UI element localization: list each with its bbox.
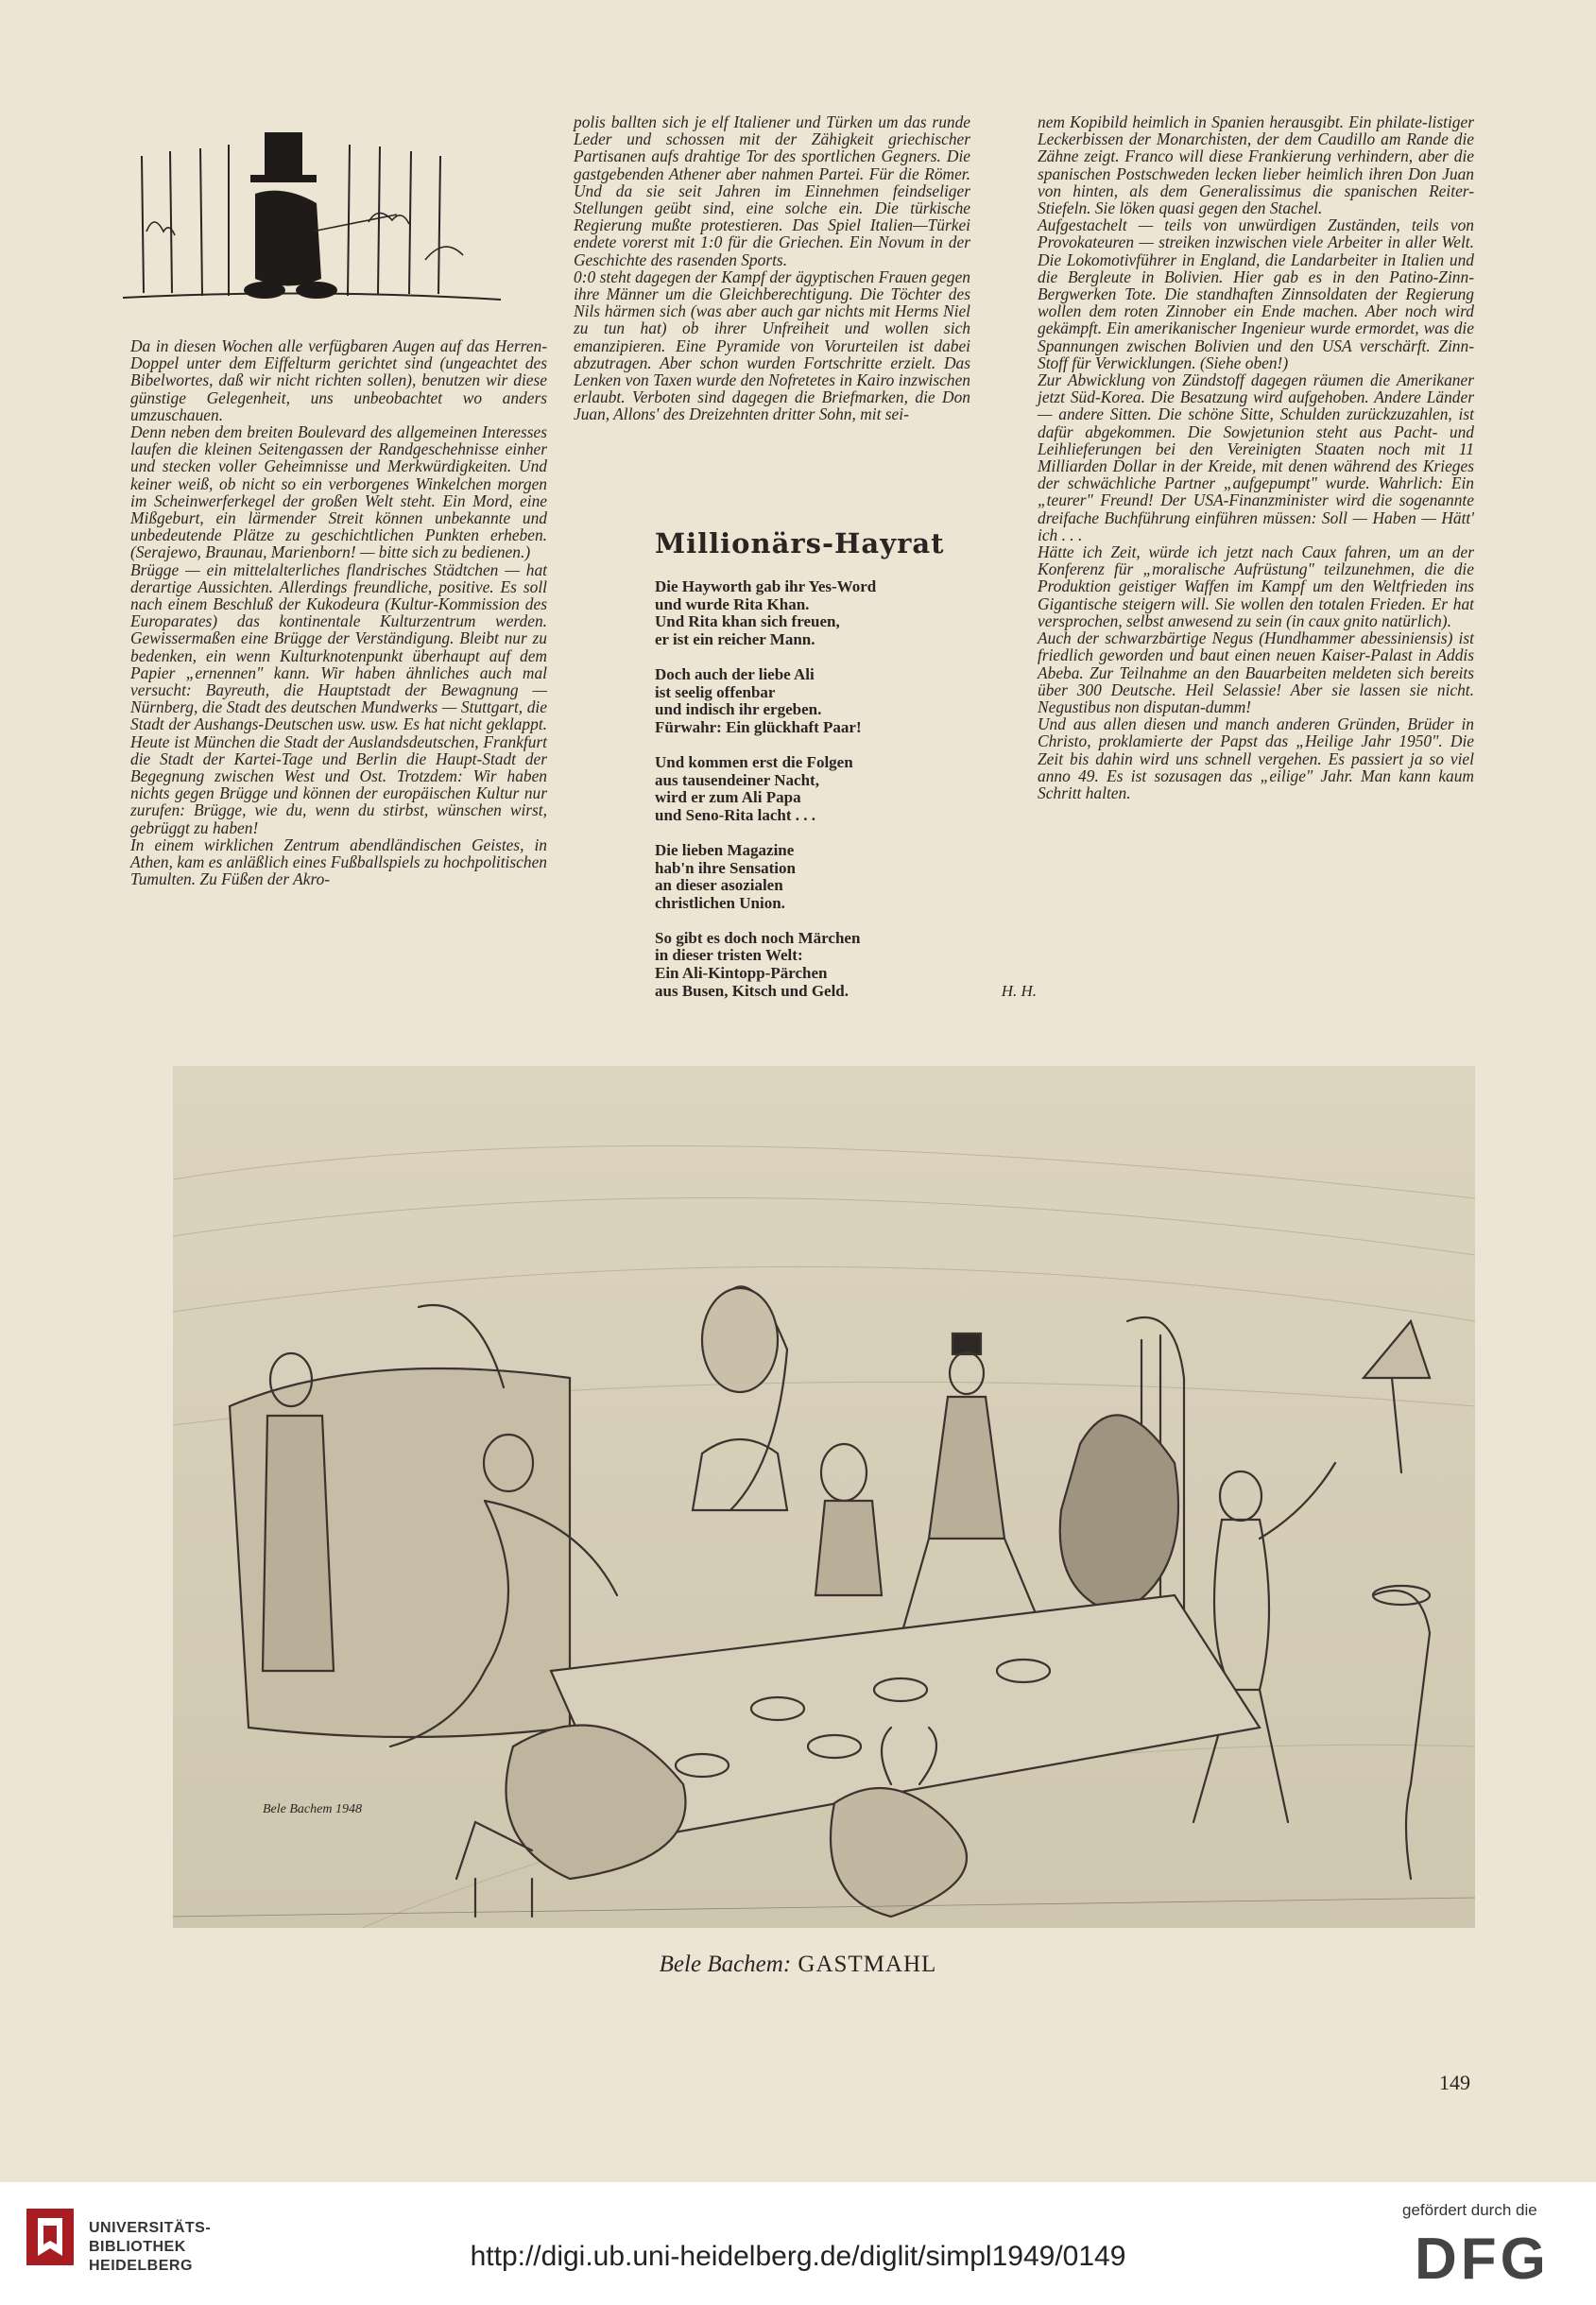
- funding-label: gefördert durch die: [1402, 2201, 1537, 2219]
- poem-line: in dieser tristen Welt:: [655, 946, 803, 965]
- poem-line: an dieser asozialen: [655, 876, 783, 895]
- column-middle: [574, 113, 970, 423]
- column-heading-drawing: [123, 128, 520, 317]
- poem-line: Die lieben Magazine: [655, 840, 795, 859]
- paragraph: In einem wirklichen Zentrum abendländischen Geistes, in Athen, kam es anläßlich eines Fußballspiels zu hochpolitischen Tumulten. Zu Füßen der Akro-: [130, 834, 547, 889]
- poem-line: Und kommen erst die Folgen: [655, 752, 853, 771]
- poem-stanza: [655, 666, 1004, 736]
- paragraph: nem Kopibild heimlich in Spanien herausgibt. Ein philate-listiger Leckerbissen der Monarchisten, der dem Caudillo am Rande die Zähne zeigt. Franco will diese Frankierung verhindern, aber die spanischen Postschweden lecken lieber heimlich ihren Don Juan von hinten, als dem Generalissimus die spanischen Reiter-Stiefeln. Sie löken quasi gegen den Stachel.: [1038, 112, 1474, 218]
- poem-line: hab'n ihre Sensation: [655, 858, 796, 877]
- caption-title: GASTMAHL: [798, 1952, 937, 1977]
- library-line: HEIDELBERG: [89, 2258, 193, 2274]
- poem-line: und Seno-Rita lacht . . .: [655, 805, 816, 824]
- page-number: 149: [1439, 2071, 1470, 2094]
- paragraph: Zur Abwicklung von Zündstoff dagegen räumen die Amerikaner jetzt Süd-Korea. Die Besatzung wird aufgehoben. Andere Länder — andere Sitten. Die schöne Sitte, Schulden zurückzuzahlen, ist dafür abgekommen. Die Sowjetunion steht aus Pacht- und Leihlieferungen bei den Vereinigten Staaten noch mit 11 Milliarden Dollar in der Kreide, mit denen während des Krieges der schwächliche Partner „aufgepumpt" wurde. Wahrlich: Ein „teurer" Freund! Der USA-Finanzminister wird die sogenannte dreifache Buchführung einführen müssen: Soll — Haben — Hätt' ich . . .: [1038, 370, 1474, 544]
- poem-line: aus Busen, Kitsch und Geld.: [655, 981, 849, 1000]
- paragraph: Auch der schwarzbärtige Negus (Hundhammer abessiniensis) ist friedlich geworden und baut einen neuen Kaiser-Palast in Addis Abeba. Zur Teilnahme an den Bauarbeiten meldeten sich bereits über 300 Deutsche. Heil Selassie! Aber sie lassen sie nicht. Negustibus non disputan-dumm!: [1038, 628, 1474, 716]
- library-line: BIBLIOTHEK: [89, 2239, 186, 2255]
- illustration-caption: [0, 1952, 1596, 1978]
- library-line: UNIVERSITÄTS-: [89, 2220, 212, 2236]
- paragraph: polis ballten sich je elf Italiener und Türken um das runde Leder und schossen mit der Zähigkeit griechischer Partisanen aufs drahtige Tor des sportlichen Gegners. Die gastgebenden Athener aber nahmen Partei. Für die Römer. Und da sie seit Jahren im Einnehmen feindseliger Stellungen geübt sind, eine solche ein. Die türkische Regierung mußte protestieren. Das Spiel Italien—Türkei endete vorerst mit 1:0 für die Griechen. Ein Novum in der Geschichte des rasenden Sports.: [574, 112, 970, 269]
- paragraph: Und aus allen diesen und manch anderen Gründen, Brüder in Christo, proklamierte der Papst das „Heilige Jahr 1950". Die Zeit bis dahin wird uns schnell vergehen. Es passiert ja so viel anno 49. Es ist sozusagen das „eilige" Jahr. Man kann kaum Schritt halten.: [1038, 714, 1474, 802]
- poem-line: Ein Ali-Kintopp-Pärchen: [655, 964, 828, 983]
- column-left: [130, 337, 547, 888]
- paragraph: 0:0 steht dagegen der Kampf der ägyptischen Frauen gegen ihre Männer um die Gleichberechtigung. Die Töchter des Nils härmen sich (was aber auch gar nichts mit Herms Niel zu tun hat) ob ihrer Unfreiheit und wollen sich emanzipieren. Eine Pyramide von Vorurteilen ist dabei abzutragen. Aber schon wurden Fortschritte erzielt. Das Lenken von Taxen wurde den Nofretetes in Kairo inzwischen erlaubt. Verboten sind dagegen die Briefmarken, die Don Juan, Allons' des Dreizehnten dritter Sohn, mit sei-: [574, 267, 970, 424]
- poem-line: Und Rita khan sich freuen,: [655, 612, 840, 631]
- illustration-signature: Bele Bachem 1948: [263, 1802, 362, 1816]
- poem-line: ist seelig offenbar: [655, 682, 776, 701]
- paragraph: Aufgestachelt — teils von unwürdigen Zuständen, teils von Provokateuren — streiken inzwischen viele Arbeiter in aller Welt. Die Lokomotivführer in England, die Landarbeiter in Italien und die Bergleute in Bolivien. Hier gab es in den Patino-Zinn-Bergwerken Tote. Die standhaften Zinnsoldaten der Regierung wollen dem roten Zinnober ein Ende machen. Aber noch wird gekämpft. Ein amerikanischer Ingenieur wurde ermordet, was die Spannungen zwischen Bolivien und den USA verschärft. Zinn-Stoff für Verwicklungen. (Siehe oben!): [1038, 215, 1474, 372]
- poem: [655, 577, 1037, 1000]
- dfg-logo-text: DFG: [1415, 2228, 1550, 2284]
- poem-line: Fürwahr: Ein glückhaft Paar!: [655, 717, 862, 736]
- poem-line: und indisch ihr ergeben.: [655, 700, 822, 719]
- paragraph: Denn neben dem breiten Boulevard des allgemeinen Interesses laufen die kleinen Seitengassen der Randgeschehnisse einher und stecken voller Geheimnisse und Merkwürdigkeiten. Und keiner weiß, ob nicht so ein verborgenes Winkelchen morgen im Scheinwerferkegel der großen Welt steht. Ein Mord, eine Mißgeburt, ein lärmender Streit können unbekannte und unbedeutende Plätze zu geschichtlichen Punkten erheben. (Serajewo, Braunau, Marienborn! — bitte sich zu bedienen.): [130, 422, 547, 562]
- column-right: [1038, 113, 1474, 801]
- poem-line: So gibt es doch noch Märchen: [655, 928, 861, 947]
- poem-stanza: [655, 842, 1004, 912]
- poem-line: und wurde Rita Khan.: [655, 594, 810, 613]
- poem-stanza: [655, 578, 1004, 648]
- caption-artist: Bele Bachem:: [659, 1952, 792, 1977]
- poem-title: Millionärs-Hayrat: [655, 527, 945, 559]
- paragraph: Brügge — ein mittelalterliches flandrisches Städtchen — hat derartige Aussichten. Allerdings freundliche, positive. Es soll nach einem Beschluß der Kukodeura (Kultur-Kommission des Europarates) das kontinentale Kulturzentrum werden. Gewissermaßen eine Brügge der Verständigung. Bleibt nur zu bedenken, ein wenn Kulturknotenpunkt überhaupt auf dem Papier „ernennen" kann. Wir haben ähnliches auch mal versucht: Bayreuth, die Hauptstadt der Bewagnung — Nürnberg, die Stadt des deutschen Mundwerks — Stuttgart, die Stadt der Aushangs-Deutschen usw. usw. Es hat nicht geklappt. Heute ist München die Stadt der Auslandsdeutschen, Frankfurt die Stadt der Kartei-Tage und Berlin die Haupt-Stadt der Begegnung zwischen West und Ost. Trotzdem: Wir haben nichts gegen Brügge und können der europäischen Kultur nur zurufen: Brügge, wie du, wenn du stirbst, wünschen wirst, gebrüggt zu haben!: [130, 559, 547, 837]
- poem-line: aus tausendeiner Nacht,: [655, 770, 819, 789]
- poem-line: wird er zum Ali Papa: [655, 788, 801, 807]
- illustration-gastmahl: [173, 1066, 1475, 1928]
- poem-line: er ist ein reicher Mann.: [655, 629, 815, 648]
- poem-signature: H. H.: [1001, 981, 1037, 1000]
- poem-line: Die Hayworth gab ihr Yes-Word: [655, 577, 877, 595]
- poem-stanza: [655, 928, 1037, 1000]
- poem-stanza: [655, 754, 1004, 824]
- dfg-logo-icon: [1415, 2228, 1575, 2284]
- poem-line: christlichen Union.: [655, 893, 785, 912]
- banquet-drawing: [173, 1066, 1475, 1928]
- poem-line: Doch auch der liebe Ali: [655, 664, 815, 683]
- paragraph: Da in diesen Wochen alle verfügbaren Augen auf das Herren-Doppel unter dem Eiffelturm gerichtet sind (ungeachtet des Bibelwortes, daß wir nicht richten sollen), benutzen wir diese günstige Gelegenheit, uns unbeobachtet wo anders umzuschauen.: [130, 336, 547, 424]
- permalink-url[interactable]: http://digi.ub.uni-heidelberg.de/diglit/simpl1949/0149: [470, 2241, 1126, 2272]
- paragraph: Hätte ich Zeit, würde ich jetzt nach Caux fahren, um an der Konferenz für „moralische Aufrüstung" teilzunehmen, die die Produktion geistiger Waffen im Kampf um den Weltfrieden ins Gigantische steigern will. Sie wollen den totalen Frieden. Er hat versprochen, selbst anwesend zu sein (in caux gnito natürlich).: [1038, 542, 1474, 630]
